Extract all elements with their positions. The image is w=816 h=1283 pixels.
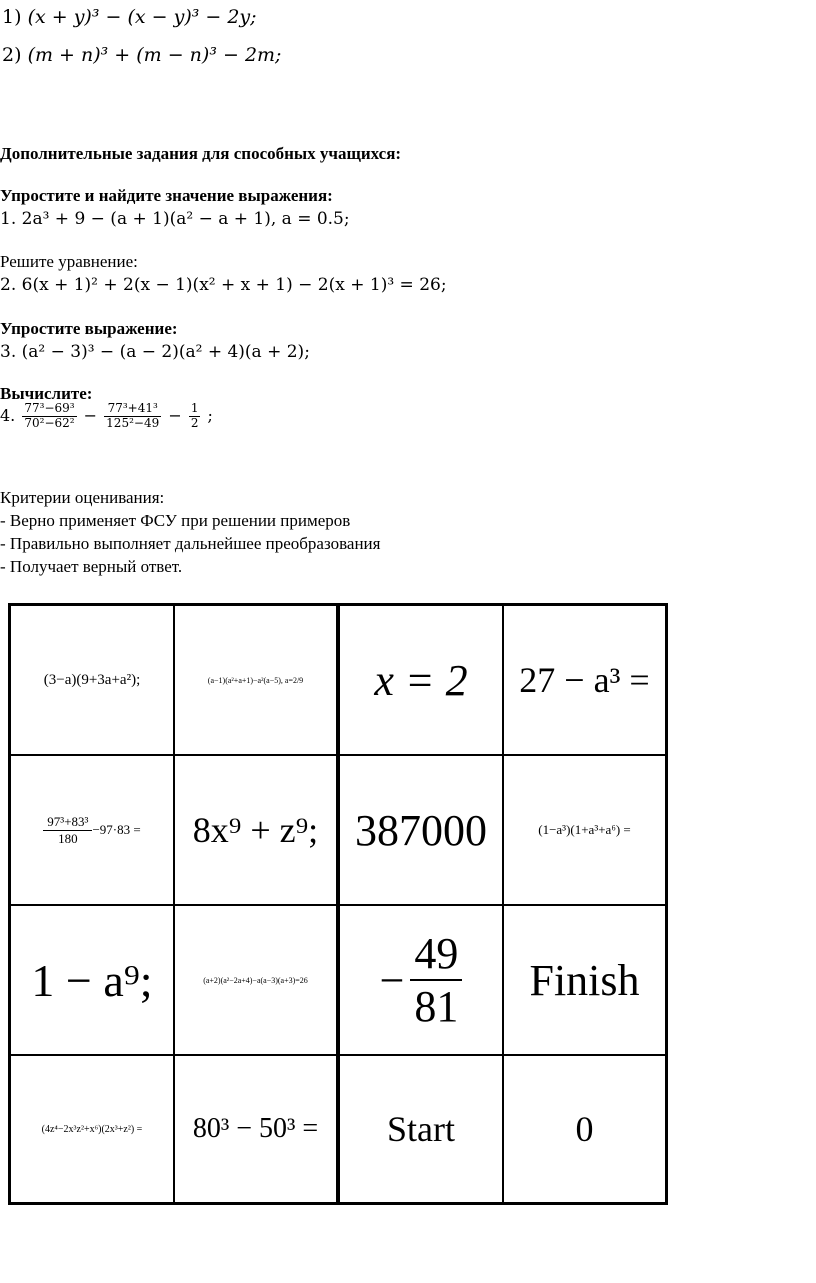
grid-cell-r4c2 <box>175 1056 340 1202</box>
extra-tasks-heading: Дополнительные задания для способных учащихся: <box>0 144 402 163</box>
task-3-heading: Упростите выражение: <box>0 319 178 338</box>
grid-cell-r3c4-text: Finish <box>529 955 640 1005</box>
grid-cell-r2c3 <box>340 756 504 906</box>
domino-grid <box>8 603 668 1205</box>
criteria-title: Критерии оценивания: <box>0 488 165 507</box>
grid-cell-r3c3-sign: − <box>379 955 405 1005</box>
grid-cell-r3c3-denominator: 81 <box>414 982 459 1031</box>
grid-cell-r2c2 <box>175 756 340 906</box>
grid-cell-r2c4-text: (1−a³)(1+a³+a⁶) = <box>538 822 631 837</box>
task-2-expression: 2. 6(x + 1)² + 2(x − 1)(x² + x + 1) − 2(x + 1)³ = 26; <box>0 275 447 295</box>
grid-cell-r3c2-text: (a+2)(a²−2a+4)−a(a−3)(a+3)=26 <box>203 975 308 985</box>
grid-cell-r1c1 <box>11 606 175 756</box>
task-4-minus-1: − <box>83 405 98 425</box>
task-4-fraction-2-numerator: 77³+41³ <box>104 402 161 417</box>
task-4-fraction-2-denominator: 125²−49 <box>106 415 160 430</box>
grid-cell-r2c1 <box>11 756 175 906</box>
exercise-2-number: 2) <box>2 44 22 66</box>
grid-cell-r4c4-text: 0 <box>575 1109 594 1149</box>
task-4-fraction-1-denominator: 70²−62² <box>24 415 75 430</box>
grid-cell-r1c3-text: x = 2 <box>374 655 468 705</box>
task-4-fraction-1 <box>22 402 76 431</box>
exercise-2 <box>2 44 281 66</box>
grid-cell-r3c3 <box>340 906 504 1056</box>
task-4-fraction-3-numerator: 1 <box>190 401 199 415</box>
exercise-1-expression: (x + y)³ − (x − y)³ − 2y; <box>27 6 257 28</box>
criteria-item-1: - Верно применяет ФСУ при решении примеров <box>0 511 351 530</box>
criteria-item-2: - Правильно выполняет дальнейшее преобразования <box>0 534 381 553</box>
task-4-number: 4. <box>0 405 16 425</box>
grid-cell-r4c1-text: (4z⁴−2x³z²+x⁶)(2x³+z²) = <box>41 1123 143 1135</box>
criteria-item-3: - Получает верный ответ. <box>0 557 183 576</box>
exercise-1-number: 1) <box>2 6 22 28</box>
task-3-expression: 3. (a² − 3)³ − (a − 2)(a² + 4)(a + 2); <box>0 342 310 362</box>
task-4-fraction-2 <box>104 402 161 431</box>
grid-cell-r2c3-text: 387000 <box>355 805 487 855</box>
task-4-end: ; <box>207 405 213 425</box>
grid-cell-r3c1-text: 1 − a⁹; <box>31 954 153 1006</box>
exercise-2-expression: (m + n)³ + (m − n)³ − 2m; <box>27 44 282 66</box>
grid-cell-r2c1-rest: −97·83 = <box>92 822 141 837</box>
grid-cell-r3c3-fraction <box>410 928 462 1032</box>
grid-cell-r2c2-text: 8x⁹ + z⁹; <box>192 810 319 850</box>
grid-cell-r3c3-numerator: 49 <box>410 928 462 981</box>
grid-cell-r1c3 <box>340 606 504 756</box>
grid-cell-r1c4-text: 27 − a³ = <box>519 660 650 700</box>
grid-cell-r2c1-fraction <box>43 814 92 847</box>
grid-cell-r3c4 <box>504 906 665 1056</box>
grid-cell-r4c3-text: Start <box>387 1109 455 1149</box>
grid-cell-r2c4 <box>504 756 665 906</box>
task-1-heading: Упростите и найдите значение выражения: <box>0 186 333 205</box>
exercise-1 <box>2 6 257 28</box>
grid-cell-r4c2-text: 80³ − 50³ = <box>192 1113 319 1144</box>
grid-cell-r2c1-numerator: 97³+83³ <box>43 814 92 831</box>
grid-cell-r1c4 <box>504 606 665 756</box>
task-4-expression <box>0 402 213 431</box>
task-4-fraction-3 <box>189 402 201 431</box>
task-1-expression: 1. 2a³ + 9 − (a + 1)(a² − a + 1), a = 0.5; <box>0 209 350 229</box>
grid-cell-r1c2-text: (a−1)(a²+a+1)−a²(a−5), a=2/9 <box>207 675 304 685</box>
task-2-heading: Решите уравнение: <box>0 252 138 271</box>
grid-cell-r4c1 <box>11 1056 175 1202</box>
grid-cell-r3c1 <box>11 906 175 1056</box>
task-4-fraction-3-denominator: 2 <box>190 415 199 430</box>
task-4-fraction-1-numerator: 77³−69³ <box>24 401 75 415</box>
task-4-heading: Вычислите: <box>0 384 93 403</box>
task-4-minus-2: − <box>168 405 182 425</box>
grid-cell-r4c3 <box>340 1056 504 1202</box>
grid-cell-r4c4 <box>504 1056 665 1202</box>
grid-cell-r2c1-denominator: 180 <box>58 830 78 846</box>
grid-cell-r1c1-text: (3−a)(9+3a+a²); <box>43 671 141 688</box>
grid-cell-r3c2 <box>175 906 340 1056</box>
grid-cell-r1c2 <box>175 606 340 756</box>
